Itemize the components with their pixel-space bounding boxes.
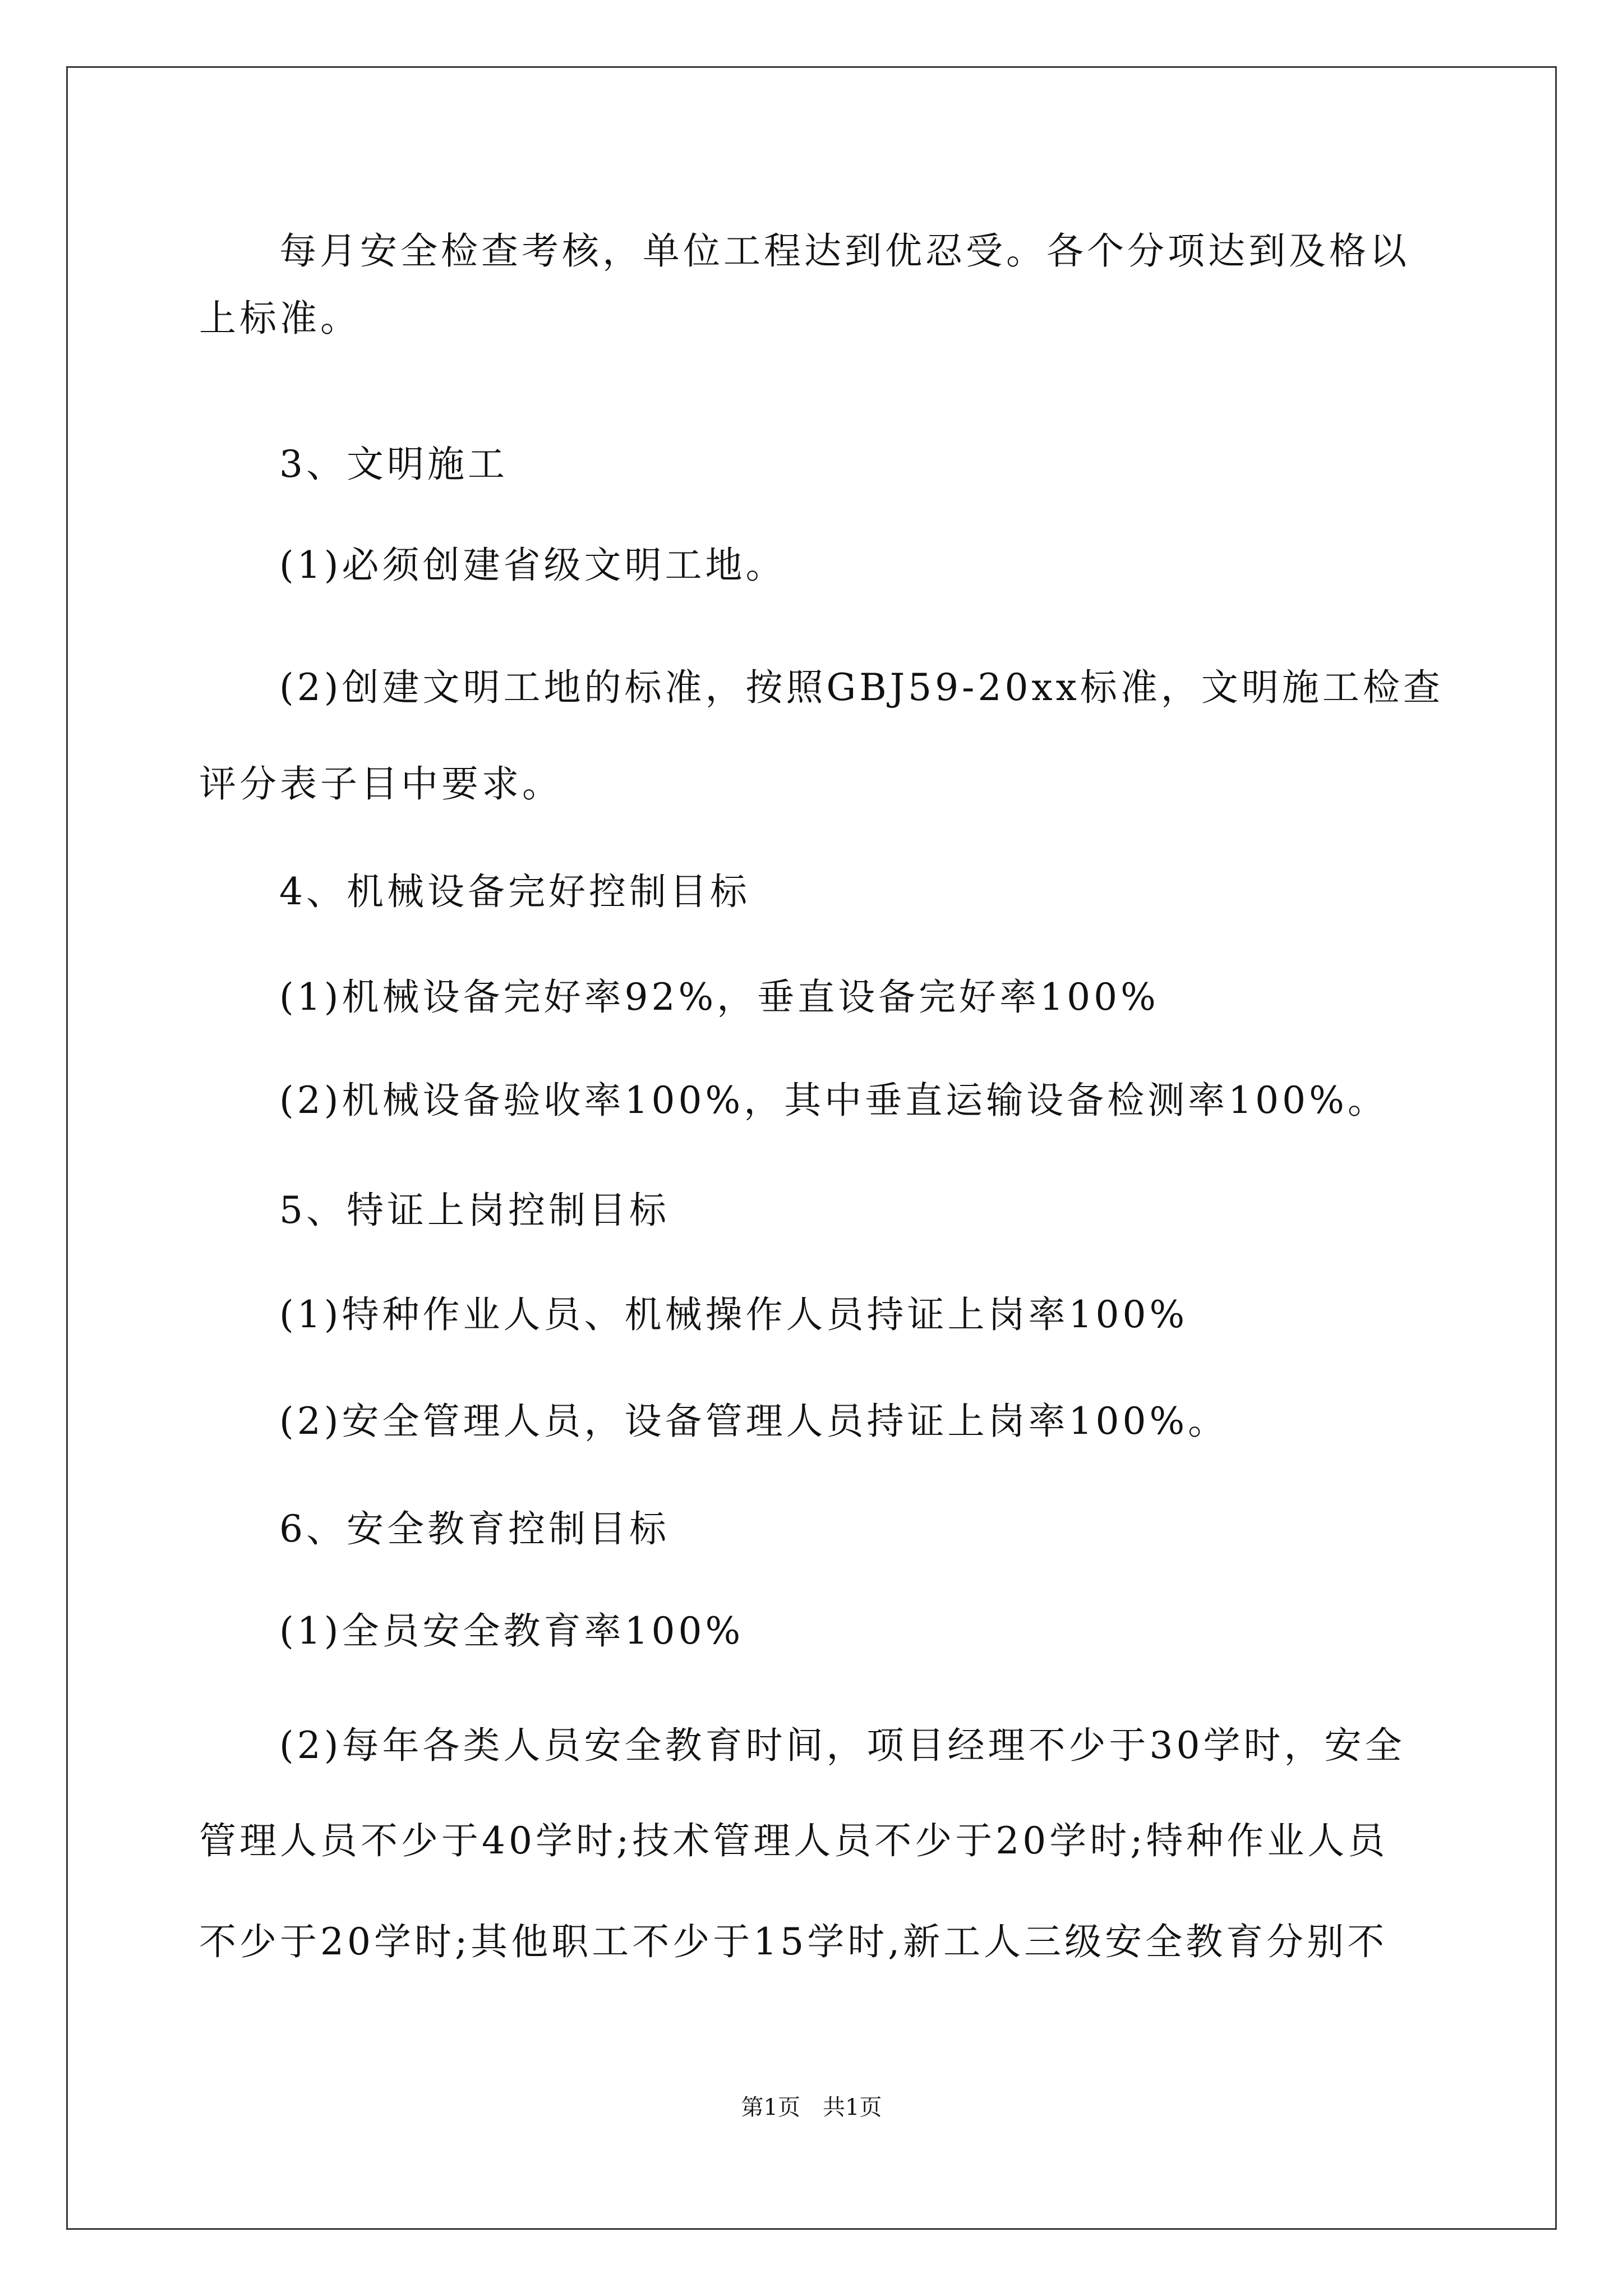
list-item: (2)创建文明工地的标准，按照GBJ59-20xx标准，文明施工检查 xyxy=(279,666,1444,709)
paragraph-line: 管理人员不少于40学时;技术管理人员不少于20学时;特种作业人员 xyxy=(199,1819,1389,1862)
section-heading: 6、安全教育控制目标 xyxy=(279,1507,670,1550)
paragraph-line: 不少于20学时;其他职工不少于15学时,新工人三级安全教育分别不 xyxy=(199,1920,1388,1963)
list-item: (2)安全管理人员，设备管理人员持证上岗率100%。 xyxy=(279,1400,1229,1443)
list-item: (2)每年各类人员安全教育时间，项目经理不少于30学时，安全 xyxy=(279,1724,1405,1767)
page-number-footer: 第1页 共1页 xyxy=(741,2095,882,2120)
paragraph-line: 评分表子目中要求。 xyxy=(199,762,562,806)
list-item: (1)机械设备完好率92%，垂直设备完好率100% xyxy=(279,976,1159,1019)
section-heading: 5、特证上岗控制目标 xyxy=(279,1189,670,1232)
section-heading: 4、机械设备完好控制目标 xyxy=(279,870,750,913)
list-item: (1)必须创建省级文明工地。 xyxy=(279,544,786,587)
paragraph-line: 每月安全检查考核，单位工程达到优忍受。各个分项达到及格以 xyxy=(279,229,1410,273)
page-border xyxy=(66,66,1557,2230)
paragraph-line: 上标准。 xyxy=(199,297,361,340)
list-item: (1)特种作业人员、机械操作人员持证上岗率100% xyxy=(279,1293,1188,1336)
list-item: (1)全员安全教育率100% xyxy=(279,1609,744,1653)
list-item: (2)机械设备验收率100%，其中垂直运输设备检测率100%。 xyxy=(279,1079,1388,1122)
section-heading: 3、文明施工 xyxy=(279,443,508,486)
